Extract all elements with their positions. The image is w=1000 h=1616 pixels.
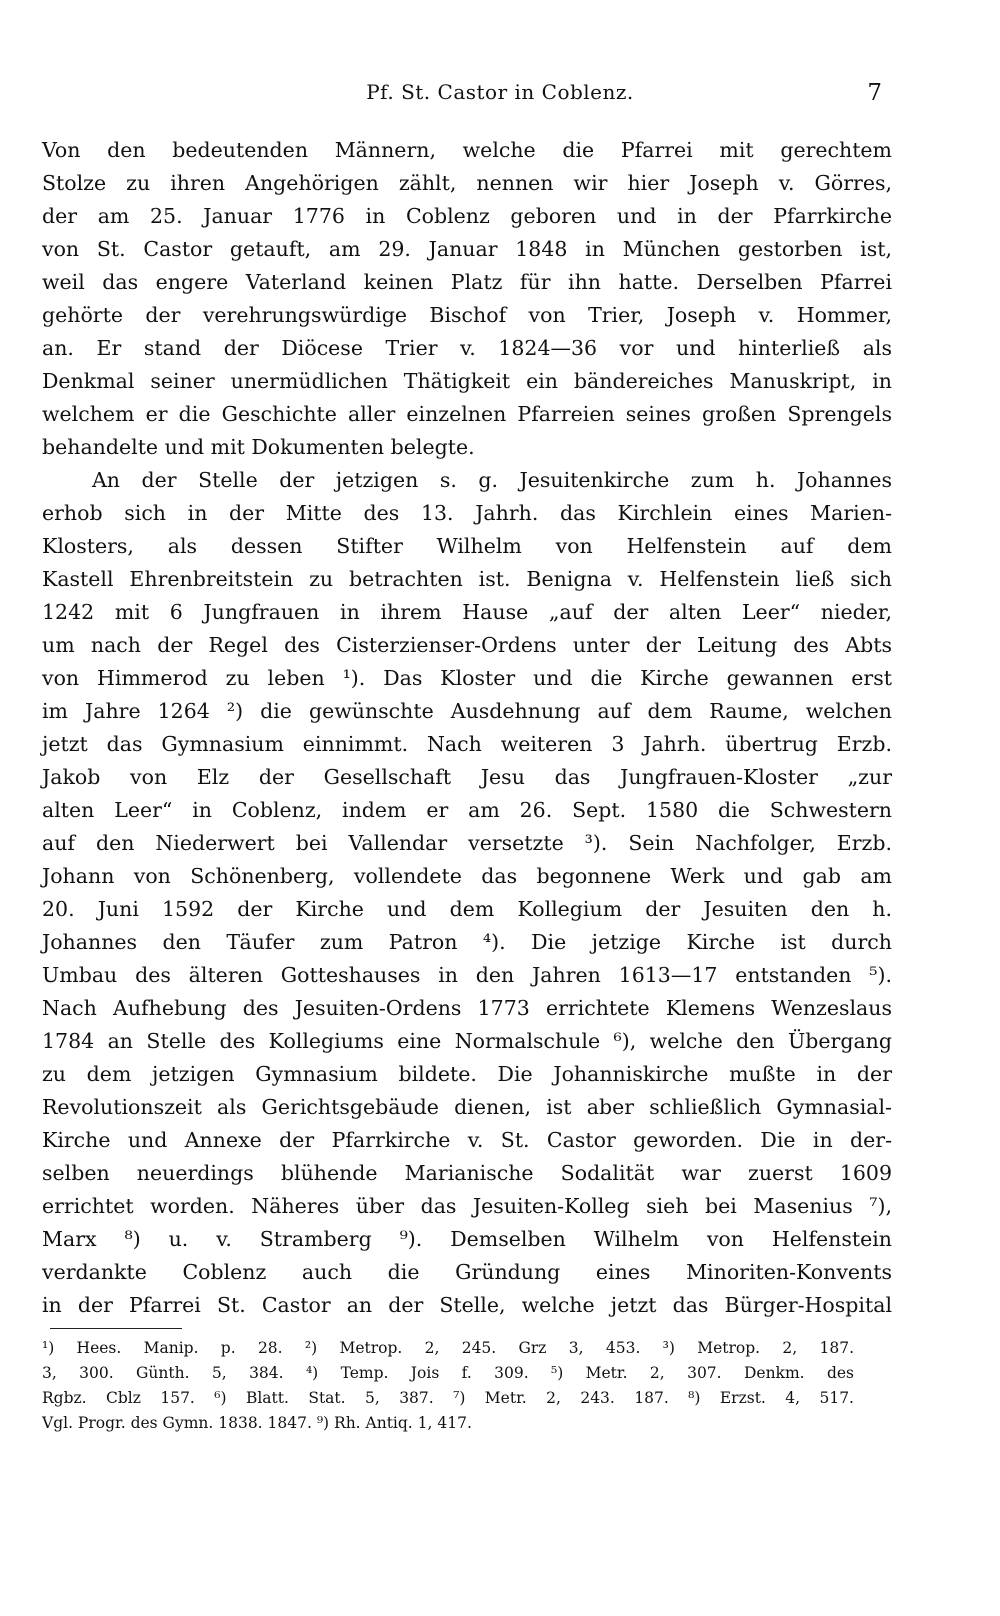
footnote-line: ¹) Hees. Manip. p. 28. ²) Metrop. 2, 245. Grz 3, 453. ³) Metrop. 2, 187. — [42, 1339, 854, 1357]
footnote-divider — [50, 1328, 182, 1329]
text-line: Johannes den Täufer zum Patron ⁴). Die jetzige Kirche ist durch — [42, 930, 892, 954]
footnote-line: Vgl. Progr. des Gymn. 1838. 1847. ⁹) Rh. Antiq. 1, 417. — [42, 1414, 472, 1432]
text-line: Marx ⁸) u. v. Stramberg ⁹). Demselben Wilhelm von Helfenstein — [42, 1227, 892, 1251]
footnote-line: 3, 300. Günth. 5, 384. ⁴) Temp. Jois f. 309. ⁵) Metr. 2, 307. Denkm. des — [42, 1364, 854, 1382]
footnotes — [42, 1336, 854, 1436]
text-line: Nach Aufhebung des Jesuiten-Ordens 1773 errichtete Klemens Wenzeslaus — [42, 996, 892, 1020]
text-line: von Himmerod zu leben ¹). Das Kloster und die Kirche gewannen erst — [42, 666, 892, 690]
text-line: Revolutionszeit als Gerichtsgebäude dienen, ist aber schließlich Gymnasial- — [42, 1095, 892, 1119]
text-line: zu dem jetzigen Gymnasium bildete. Die Johanniskirche mußte in der — [42, 1062, 892, 1086]
page-header — [0, 80, 1000, 112]
body-text — [42, 134, 892, 1322]
text-line: 20. Juni 1592 der Kirche und dem Kollegium der Jesuiten den h. — [42, 897, 892, 921]
text-line: verdankte Coblenz auch die Gründung eines Minoriten-Konvents — [42, 1260, 892, 1284]
text-line: welchem er die Geschichte aller einzelnen Pfarreien seines großen Sprengels — [42, 402, 892, 426]
text-line: Jakob von Elz der Gesellschaft Jesu das Jungfrauen-Kloster „zur — [42, 765, 892, 789]
text-line: weil das engere Vaterland keinen Platz für ihn hatte. Derselben Pfarrei — [42, 270, 892, 294]
text-line: gehörte der verehrungswürdige Bischof von Trier, Joseph v. Hommer, — [42, 303, 892, 327]
text-line: 1784 an Stelle des Kollegiums eine Normalschule ⁶), welche den Übergang — [42, 1029, 892, 1053]
text-line: von St. Castor getauft, am 29. Januar 1848 in München gestorben ist, — [42, 237, 892, 261]
text-line: auf den Niederwert bei Vallendar versetzte ³). Sein Nachfolger, Erzb. — [42, 831, 892, 855]
text-line: 1242 mit 6 Jungfrauen in ihrem Hause „auf der alten Leer“ nieder, — [42, 600, 892, 624]
text-line: selben neuerdings blühende Marianische Sodalität war zuerst 1609 — [42, 1161, 892, 1185]
text-line: errichtet worden. Näheres über das Jesuiten-Kolleg sieh bei Masenius ⁷), — [42, 1194, 892, 1218]
text-line: Johann von Schönenberg, vollendete das begonnene Werk und gab am — [42, 864, 892, 888]
text-line: erhob sich in der Mitte des 13. Jahrh. das Kirchlein eines Marien- — [42, 501, 892, 525]
text-line: in der Pfarrei St. Castor an der Stelle, welche jetzt das Bürger-Hospital — [42, 1293, 892, 1317]
text-line: im Jahre 1264 ²) die gewünschte Ausdehnung auf dem Raume, welchen — [42, 699, 892, 723]
text-line: der am 25. Januar 1776 in Coblenz geboren und in der Pfarrkirche — [42, 204, 892, 228]
running-title: Pf. St. Castor in Coblenz. — [366, 80, 634, 104]
text-line: alten Leer“ in Coblenz, indem er am 26. Sept. 1580 die Schwestern — [42, 798, 892, 822]
text-line: Denkmal seiner unermüdlichen Thätigkeit ein bändereiches Manuskript, in — [42, 369, 892, 393]
text-line: jetzt das Gymnasium einnimmt. Nach weiteren 3 Jahrh. übertrug Erzb. — [42, 732, 892, 756]
text-line: An der Stelle der jetzigen s. g. Jesuitenkirche zum h. Johannes — [92, 468, 892, 492]
footnote-line: Rgbz. Cblz 157. ⁶) Blatt. Stat. 5, 387. ⁷) Metr. 2, 243. 187. ⁸) Erzst. 4, 517. — [42, 1389, 854, 1407]
text-line: Kastell Ehrenbreitstein zu betrachten ist. Benigna v. Helfenstein ließ sich — [42, 567, 892, 591]
text-line: Kirche und Annexe der Pfarrkirche v. St. Castor geworden. Die in der- — [42, 1128, 892, 1152]
text-line: Umbau des älteren Gotteshauses in den Jahren 1613—17 entstanden ⁵). — [42, 963, 892, 987]
page-number: 7 — [867, 80, 882, 106]
text-line: Klosters, als dessen Stifter Wilhelm von Helfenstein auf dem — [42, 534, 892, 558]
text-line: Von den bedeutenden Männern, welche die Pfarrei mit gerechtem — [42, 138, 892, 162]
text-line: an. Er stand der Diöcese Trier v. 1824—36 vor und hinterließ als — [42, 336, 892, 360]
text-line: behandelte und mit Dokumenten belegte. — [42, 435, 475, 459]
text-line: um nach der Regel des Cisterzienser-Ordens unter der Leitung des Abts — [42, 633, 892, 657]
text-line: Stolze zu ihren Angehörigen zählt, nennen wir hier Joseph v. Görres, — [42, 171, 892, 195]
